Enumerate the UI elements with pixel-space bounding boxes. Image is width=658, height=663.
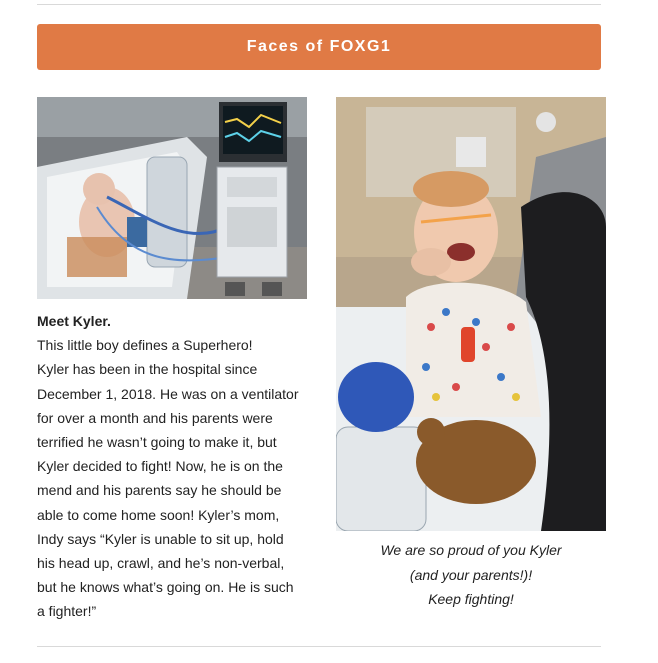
story-line: Indy says “Kyler is unable to sit up, hold xyxy=(37,530,284,547)
bottom-divider xyxy=(37,646,601,647)
section-banner xyxy=(37,24,601,70)
story-line: Kyler decided to fight! Now, he is on the xyxy=(37,458,283,475)
story-line: terrified he wasn’t going to make it, but xyxy=(37,434,277,451)
banner-title: Faces of FOXG1 xyxy=(246,38,392,55)
story-line: but he knows what’s going on. He is such xyxy=(37,579,294,596)
photo-caption xyxy=(336,538,606,612)
story-line: mend and his parents say he should be xyxy=(37,482,282,499)
caption-line: We are so proud of you Kyler xyxy=(380,542,562,558)
story-line: his head up, crawl, and he’s non-verbal, xyxy=(37,555,285,572)
story-line: This little boy defines a Superhero! xyxy=(37,337,253,354)
story-line: a fighter!” xyxy=(37,603,97,620)
story-heading: Meet Kyler. xyxy=(37,313,111,329)
top-divider xyxy=(37,4,601,5)
kyler-illustration xyxy=(336,97,606,531)
story-line: able to come home soon! Kyler’s mom, xyxy=(37,506,280,523)
caption-line: (and your parents!)! xyxy=(409,566,533,583)
hospital-bed-photo xyxy=(37,97,307,299)
kyler-smiling-photo xyxy=(336,97,606,531)
story-line: for over a month and his parents were xyxy=(37,409,273,426)
story-line: Kyler has been in the hospital since xyxy=(37,361,258,378)
caption-line: Keep fighting! xyxy=(428,591,514,607)
hospital-bed-illustration xyxy=(37,97,307,299)
kyler-story xyxy=(37,309,312,624)
story-line: December 1, 2018. He was on a ventilator xyxy=(37,385,299,402)
